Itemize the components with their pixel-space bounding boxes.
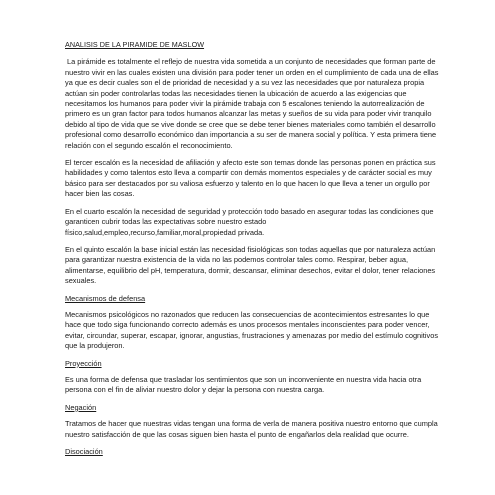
paragraph-third-step: El tercer escalón es la necesidad de afiliación y afecto este son temas donde las personas ponen en práctica sus habilidades y como talentos esto lleva a compartir con demás momentos especiales y de carácter social es muy básico para ser destacados por su valiosa esfuerzo y talento en lo que hacen lo que lleva a tener un orgullo por hacer bien las cosas. (65, 158, 436, 199)
heading-proyeccion: Proyección (65, 358, 102, 368)
heading-negacion: Negación (65, 402, 97, 412)
heading-mecanismos: Mecanismos de defensa (65, 293, 146, 303)
paragraph-fourth-step: En el cuarto escalón la necesidad de seguridad y protección todo basado en asegurar todas las condiciones que garanticen cubrir todas las expectativas sobre nuestro estado físico,salud,empleo,recurso,familiar,moral,propiedad privada. (65, 206, 434, 237)
paragraph-mecanismos: Mecanismos psicológicos no razonados que reducen las consecuencias de acontecimientos estresantes lo que hace que todo siga funcionando correcto además es unos procesos mentales inconscientes para poder vencer, evitar, circundar, superar, escapar, ignorar, angustias, frustraciones y amenazas por medio del estímulo cognitivos que la produjeron. (65, 309, 439, 351)
paragraph-proyeccion: Es una forma de defensa que trasladar los sentimientos que son un inconveniente en nuestra vida hacia otra persona con el fin de aliviar nuestro dolor y dejar la persona con nuestra carga. (65, 374, 422, 395)
paragraph-intro: La pirámide es totalmente el reflejo de nuestra vida sometida a un conjunto de necesidades que forman parte de nuestro vivir en las cuales existen una división para poder tener un orden en el cumplimiento de cada una de ellas ya que es decir cuales son el de prioridad de necesidad y a su vez las necesidades que por naturaleza propia actúan sin poder controlarlas todas las necesidades tienen la ubicación de acuerdo a las exigencias que necesitamos los humanos para poder vivir la pirámide trabaja con 5 escalones teniendo la autorrealización de primero es un gran factor para todos humanos alcanzar las metas y sueños de su vida para poder vivir tranquilo debido al tipo de vida que se vive donde se cree que se debe tener bienes materiales como también el desarrollo profesional como desarrollo económico dan importancia a su ser de manera social y política. Y esta primera tiene relación con el segundo escalón el reconocimiento. (65, 57, 439, 150)
heading-disociacion: Disociación (65, 447, 103, 456)
paragraph-negacion: Tratamos de hacer que nuestras vidas tengan una forma de verla de manera positiva nuestro entorno que cumpla nuestro satisfacción de que las cosas siguen bien hasta el punto de engañarlos dela realidad que ocurre. (65, 419, 438, 439)
paragraph-fifth-step: En el quinto escalón la base inicial están las necesidad fisiológicas son todas aquellas que por naturaleza actúan para garantizar nuestra existencia de la vida no las podemos controlar tales como. Respirar, beber agua, alimentarse, equilibrio del pH, temperatura, dormir, descansar, eliminar desechos, evitar el dolor, tener relaciones sexuales. (65, 244, 436, 286)
document-title: ANALISIS DE LA PIRAMIDE DE MASLOW (65, 40, 205, 49)
